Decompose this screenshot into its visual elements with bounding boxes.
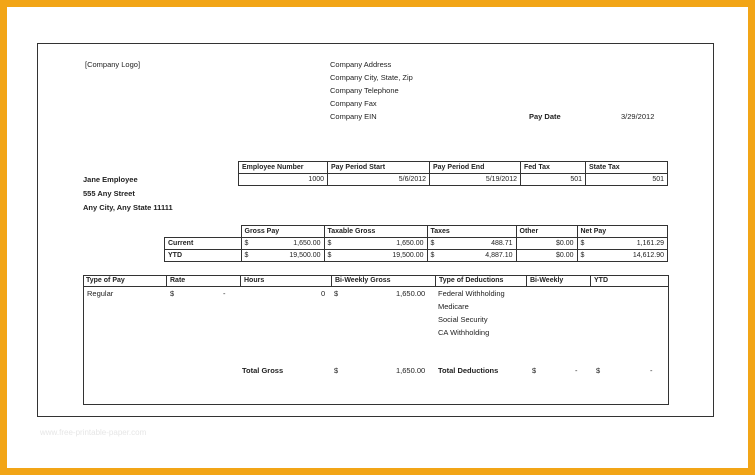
gross-header-row xyxy=(165,226,668,238)
summary-value: 5/19/2012 xyxy=(430,174,521,186)
deduction-item: Medicare xyxy=(438,302,469,311)
company-telephone: Company Telephone xyxy=(330,86,399,95)
summary-header: Fed Tax xyxy=(521,162,586,174)
earnings-header-table xyxy=(83,275,669,287)
total-deductions-label: Total Deductions xyxy=(438,366,499,375)
summary-value-row xyxy=(239,174,668,186)
company-address: Company Address xyxy=(330,60,392,69)
summary-header-row xyxy=(239,162,668,174)
company-logo-placeholder: [Company Logo] xyxy=(85,60,141,69)
gross-header: Net Pay xyxy=(577,226,668,238)
gross-row-ytd: YTD $ 19,500.00 $ 19,500.00 $ 4,887.10 $0.00 $ 14,612.90 xyxy=(165,250,668,262)
employee-summary-table xyxy=(238,161,668,186)
bi-weekly-gross-value: 1,650.00 xyxy=(396,289,426,298)
pay-type-regular: Regular xyxy=(87,289,114,298)
deduction-item: Social Security xyxy=(438,315,488,324)
gross-header: Taxable Gross xyxy=(324,226,427,238)
summary-value: 501 xyxy=(521,174,586,186)
gross-header: Taxes xyxy=(427,226,516,238)
pay-date-label: Pay Date xyxy=(529,112,561,121)
summary-header: Employee Number xyxy=(239,162,328,174)
summary-header: State Tax xyxy=(586,162,668,174)
company-city-state-zip: Company City, State, Zip xyxy=(330,73,413,82)
gross-row-label: Current xyxy=(165,238,242,250)
pay-date-value: 3/29/2012 xyxy=(621,112,655,121)
pay-stub-sheet: [Company Logo] Company Address Company City, State, Zip Company Telephone Company Fax Company EIN Pay Date 3/29/2012 Jane Employee 555 Any Street Any City, Any State 11111 Employee Number Pay Period Start Pay Period End Fed Tax State Tax 1000 5/6/2012 5/19/2012 501 501 Gross Pay Taxable Gross Taxes Other Net Pay Current $ 1,650.00 $ 1,650.00 $ 488.71 $0.00 $ 1,161.29 YTD $ 19,500.00 $ 19,500.00 $ 4,887.10 $0.00 $ 14,612.90 Type of Pay Rate Hours Bi-Weekly Gross Type of Deductions Bi-Weekly YTD Regular $ - 0 $ 1,650.00 Federal Withholding Medicare Social Security CA Withholding Total Gross $ 1,650.00 Total Deductions $ - $ - xyxy=(37,43,714,417)
employee-street: 555 Any Street xyxy=(83,189,135,198)
gross-header: Other xyxy=(516,226,577,238)
total-gross-value: 1,650.00 xyxy=(396,366,426,375)
company-fax: Company Fax xyxy=(330,99,377,108)
gross-header: Gross Pay xyxy=(241,226,324,238)
summary-header: Pay Period End xyxy=(430,162,521,174)
detail-header-row: Type of Pay Rate Hours Bi-Weekly Gross Type of Deductions Bi-Weekly YTD xyxy=(83,275,669,287)
deduction-item: Federal Withholding xyxy=(438,289,505,298)
gross-row-current: Current $ 1,650.00 $ 1,650.00 $ 488.71 $0.00 $ 1,161.29 xyxy=(165,238,668,250)
gross-pay-table xyxy=(164,225,668,262)
hours-value: 0 xyxy=(321,289,326,298)
watermark-text: www.free-printable-paper.com xyxy=(40,428,147,437)
summary-header: Pay Period Start xyxy=(328,162,430,174)
summary-value: 5/6/2012 xyxy=(328,174,430,186)
summary-value: 501 xyxy=(586,174,668,186)
company-ein: Company EIN xyxy=(330,112,377,121)
employee-city-state-zip: Any City, Any State 11111 xyxy=(83,203,173,212)
deduction-item: CA Withholding xyxy=(438,328,490,337)
summary-value: 1000 xyxy=(239,174,328,186)
employee-name: Jane Employee xyxy=(83,175,138,184)
total-gross-label: Total Gross xyxy=(242,366,284,375)
gross-row-label: YTD xyxy=(165,250,242,262)
